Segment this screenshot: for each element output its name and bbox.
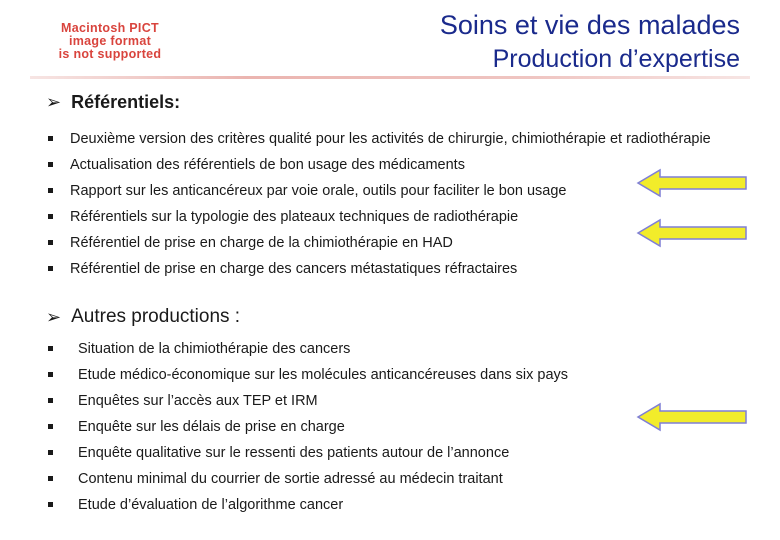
list-item-text: Enquête sur les délais de prise en charge	[78, 419, 345, 435]
list-item-text: Référentiel de prise en charge des cancers métastatiques réfractaires	[70, 261, 518, 277]
list-item	[46, 492, 726, 518]
list-item	[46, 466, 726, 492]
list-item-text: Enquête qualitative sur le ressenti des patients autour de l’annonce	[78, 445, 510, 461]
square-bullet-icon	[48, 502, 53, 507]
list-item-text: Etude médico-économique sur les molécules anticancéreuses dans six pays	[78, 367, 569, 383]
list-item	[46, 256, 726, 282]
section-heading-text: Référentiels:	[71, 92, 181, 112]
list-item-text: Enquêtes sur l’accès aux TEP et IRM	[78, 393, 318, 409]
section-heading-text: Autres productions :	[71, 306, 241, 327]
highlight-arrow-icon	[636, 402, 748, 432]
arrow-bullet-icon: ➢	[46, 92, 62, 112]
header-divider	[30, 76, 750, 79]
square-bullet-icon	[48, 424, 53, 429]
list-item	[46, 388, 726, 414]
list-item	[46, 414, 726, 440]
square-bullet-icon	[48, 162, 53, 167]
list-item-text: Référentiel de prise en charge de la chimiothérapie en HAD	[70, 235, 453, 251]
highlight-arrow-icon	[636, 168, 748, 198]
list-item	[46, 128, 726, 152]
title-subtitle: Production d’expertise	[492, 45, 740, 73]
list-item	[46, 204, 726, 230]
list-item	[46, 152, 726, 178]
placeholder-line-3: is not supported	[58, 47, 162, 61]
list-item	[46, 362, 726, 388]
placeholder-line-2: image format	[68, 34, 152, 48]
referentiels-list	[46, 128, 726, 282]
list-item-text: Actualisation des référentiels de bon usage des médicaments	[70, 157, 465, 173]
title-main: Soins et vie des malades	[439, 10, 740, 40]
square-bullet-icon	[48, 188, 53, 193]
arrow-bullet-icon: ➢	[46, 306, 62, 327]
section-referentiels-heading	[46, 92, 180, 113]
list-item	[46, 336, 726, 362]
unsupported-image-placeholder	[40, 22, 180, 66]
highlight-arrow-icon	[636, 218, 748, 248]
list-item-text: Etude d’évaluation de l’algorithme cancer	[78, 497, 344, 513]
list-item-text: Situation de la chimiothérapie des cancers	[78, 341, 351, 357]
list-item-text: Contenu minimal du courrier de sortie adressé au médecin traitant	[78, 471, 503, 487]
list-item	[46, 440, 726, 466]
list-item	[46, 230, 726, 256]
list-item-text: Deuxième version des critères qualité pour les activités de chirurgie, chimiothérapie et radiothérapie	[70, 131, 711, 147]
square-bullet-icon	[48, 136, 53, 141]
square-bullet-icon	[48, 476, 53, 481]
square-bullet-icon	[48, 450, 53, 455]
list-item	[46, 178, 726, 204]
square-bullet-icon	[48, 346, 53, 351]
square-bullet-icon	[48, 240, 53, 245]
placeholder-line-1: Macintosh PICT	[61, 21, 159, 35]
square-bullet-icon	[48, 372, 53, 377]
square-bullet-icon	[48, 398, 53, 403]
square-bullet-icon	[48, 266, 53, 271]
square-bullet-icon	[48, 214, 53, 219]
list-item-text: Référentiels sur la typologie des plateaux techniques de radiothérapie	[70, 209, 519, 225]
slide-title	[440, 8, 740, 76]
section-autres-heading	[46, 306, 240, 328]
list-item-text: Rapport sur les anticancéreux par voie orale, outils pour faciliter le bon usage	[70, 183, 567, 199]
autres-productions-list	[46, 336, 726, 518]
